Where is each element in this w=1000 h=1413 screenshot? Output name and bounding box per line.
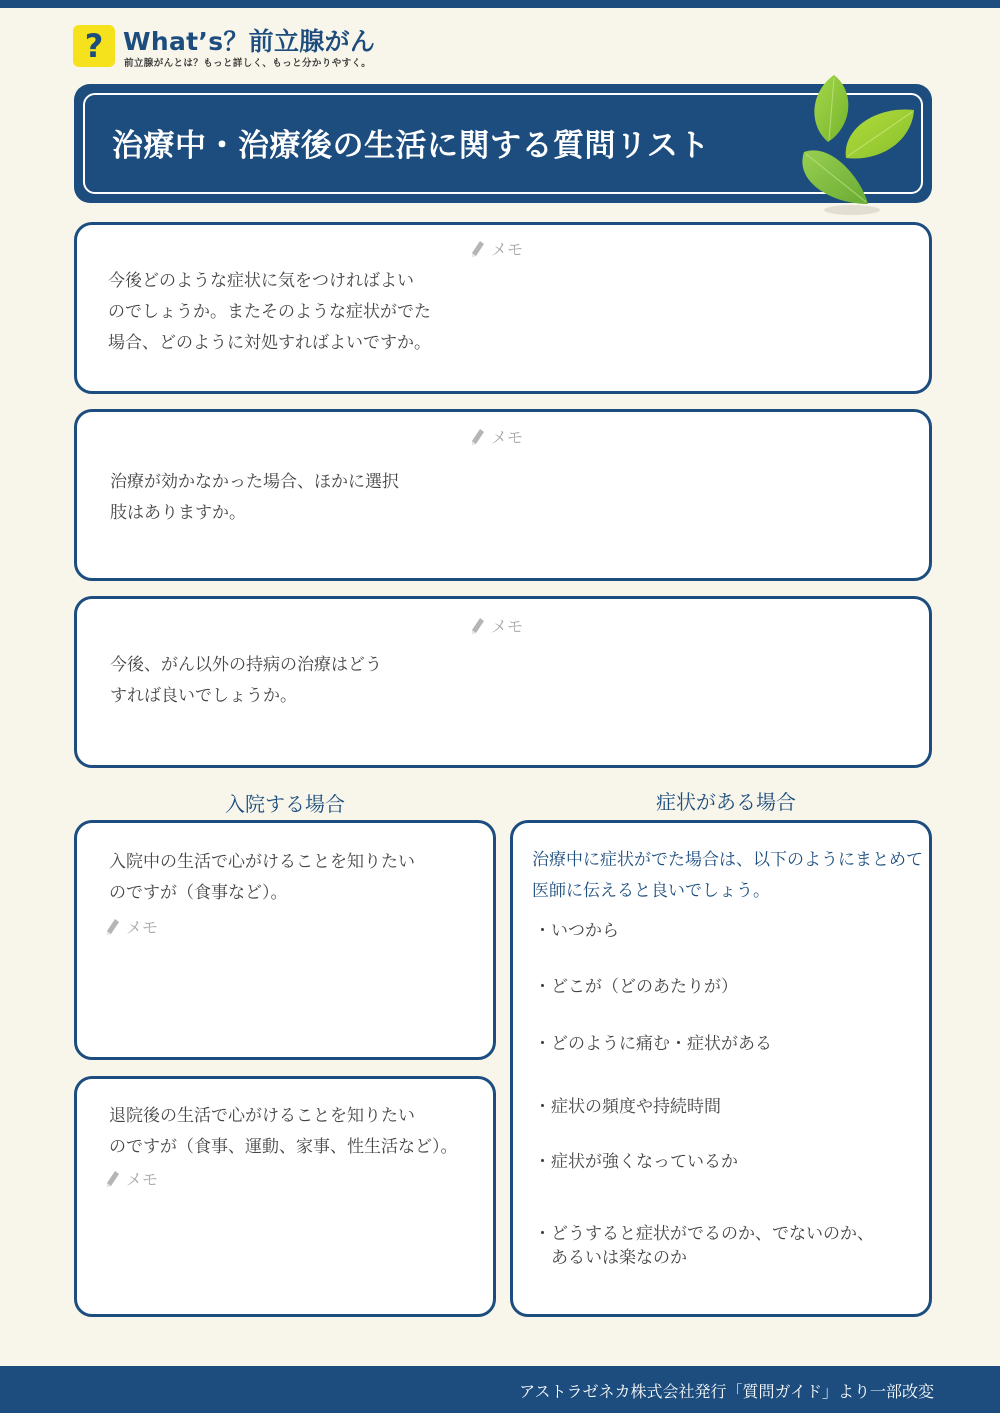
question-line: 場合、どのように対処すればよいですか。 (108, 333, 431, 353)
footer-bar (0, 1366, 1000, 1413)
question-text (108, 266, 431, 359)
question-mark-icon: ? (73, 25, 115, 67)
top-bar (0, 0, 1000, 8)
intro-line: 医師に伝えると良いでしょう。 (532, 881, 770, 901)
memo-label (471, 425, 523, 448)
symptom-section-title: 症状がある場合 (656, 790, 796, 814)
memo-text: メモ (491, 617, 524, 636)
question-line: のですが（食事、運動、家事、性生活など）。 (109, 1137, 458, 1157)
question-line: 治療が効かなかった場合、ほかに選択 (110, 472, 399, 492)
leaves-icon (782, 70, 932, 220)
question-card-2[interactable] (74, 409, 932, 581)
pencil-icon (471, 240, 485, 258)
question-line: 今後、がん以外の持病の治療はどう (110, 655, 382, 675)
symptom-bullet: ・どうすると症状がでるのか、でないのか、 (534, 1224, 874, 1244)
memo-text: メモ (491, 428, 524, 447)
footer-credit: アストラゼネカ株式会社発行「質問ガイド」より一部改変 (519, 1382, 934, 1401)
symptom-bullet: ・症状が強くなっているか (534, 1152, 738, 1172)
page-title: 治療中・治療後の生活に関する質問リスト (112, 128, 710, 164)
hospital-card-2[interactable] (74, 1076, 496, 1317)
symptom-bullet-continued: あるいは楽なのか (534, 1248, 687, 1268)
memo-label (471, 614, 523, 637)
question-text (109, 847, 415, 909)
symptom-card (510, 820, 932, 1317)
hospital-card-1[interactable] (74, 820, 496, 1060)
question-line: 入院中の生活で心がけることを知りたい (109, 852, 415, 872)
memo-label (106, 1167, 158, 1190)
symptom-bullet: ・いつから (534, 921, 619, 941)
memo-text: メモ (126, 1170, 159, 1189)
question-line: のですが（食事など）。 (109, 883, 288, 903)
memo-text: メモ (491, 240, 524, 259)
pencil-icon (471, 428, 485, 446)
logo-title: What’s？前立腺がん (123, 27, 376, 56)
memo-label (106, 915, 158, 938)
question-card-3[interactable] (74, 596, 932, 768)
hospital-section-title: 入院する場合 (225, 792, 345, 816)
question-card-1[interactable] (74, 222, 932, 394)
logo-subtitle: 前立腺がんとは？もっと詳しく、もっと分かりやすく。 (124, 58, 372, 69)
symptom-intro (532, 845, 923, 907)
symptom-bullet: ・どのように痛む・症状がある (534, 1034, 772, 1054)
memo-text: メモ (126, 918, 159, 937)
pencil-icon (471, 617, 485, 635)
question-text (110, 467, 399, 529)
intro-line: 治療中に症状がでた場合は、以下のようにまとめて (532, 850, 923, 870)
symptom-bullet: ・症状の頻度や持続時間 (534, 1097, 721, 1117)
question-text (109, 1101, 458, 1163)
question-text (110, 650, 382, 712)
memo-label (471, 237, 523, 260)
pencil-icon (106, 918, 120, 936)
pencil-icon (106, 1170, 120, 1188)
question-line: すれば良いでしょうか。 (110, 686, 297, 706)
question-line: 今後どのような症状に気をつければよい (108, 271, 414, 291)
question-line: のでしょうか。またそのような症状がでた (108, 302, 431, 322)
question-line: 肢はありますか。 (110, 503, 246, 523)
question-line: 退院後の生活で心がけることを知りたい (109, 1106, 415, 1126)
symptom-bullet: ・どこが（どのあたりが） (534, 977, 738, 997)
